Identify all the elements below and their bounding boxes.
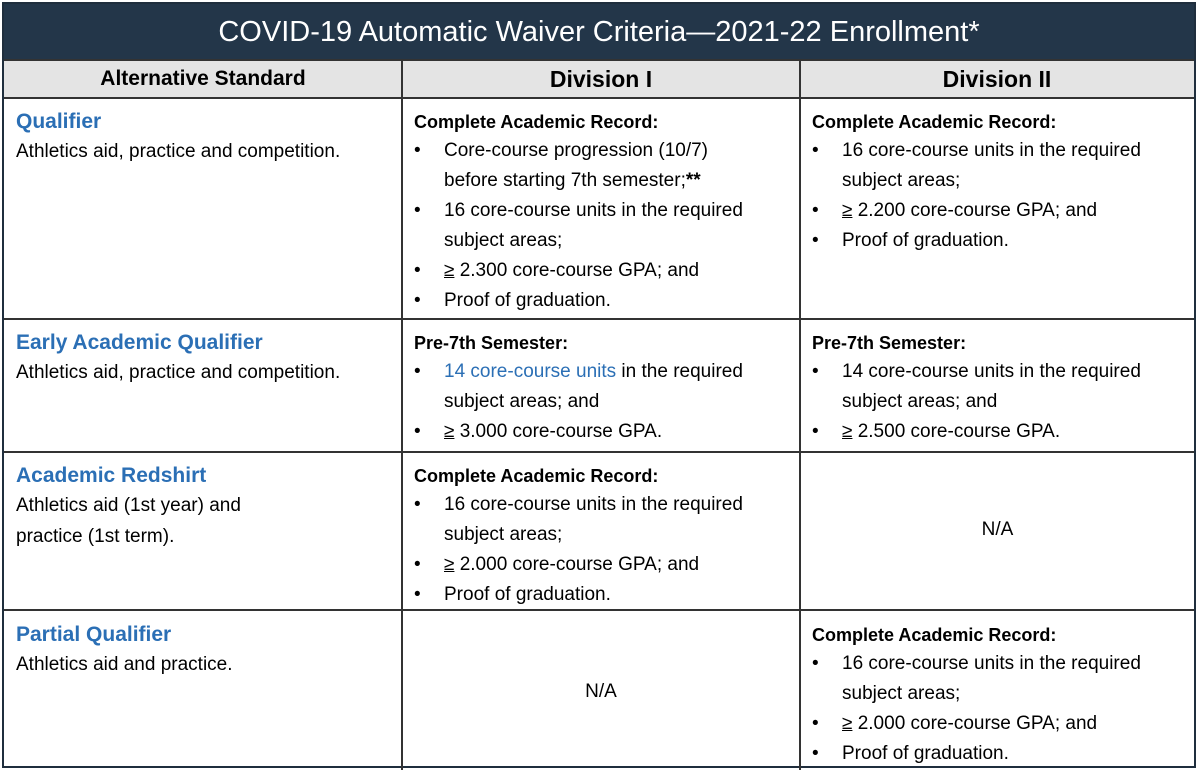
list-item: • 16 core-course units in the required subject areas; <box>812 136 1190 196</box>
criteria-heading: Complete Academic Record: <box>414 466 659 486</box>
list-item: • ≥ 3.000 core-course GPA. <box>414 417 794 447</box>
row-divider <box>4 318 1194 320</box>
list-item: • 14 core-course units in the required subject areas; and <box>812 357 1190 417</box>
waiver-criteria-table <box>2 2 1196 768</box>
list-item: • Proof of graduation. <box>812 226 1190 256</box>
header-division-2: Division II <box>942 66 1052 92</box>
list-item: • ≥ 2.500 core-course GPA. <box>812 417 1190 447</box>
row-academic-redshirt-division-2 <box>801 453 1194 609</box>
column-divider <box>799 60 801 770</box>
criteria-heading: Complete Academic Record: <box>812 112 1057 132</box>
table-title: COVID-19 Automatic Waiver Criteria—2021-22 Enrollment* <box>4 4 1194 60</box>
criteria-heading: Complete Academic Record: <box>812 625 1057 645</box>
header-row <box>4 60 1194 98</box>
standard-name: Early Academic Qualifier <box>16 331 263 354</box>
list-item: • 16 core-course units in the required subject areas; <box>414 490 794 550</box>
standard-description: Athletics aid, practice and competition. <box>16 362 341 383</box>
row-partial-qualifier-standard <box>16 621 396 680</box>
row-divider <box>4 59 1194 61</box>
criteria-list <box>414 136 794 316</box>
list-item: • 16 core-course units in the required subject areas; <box>812 649 1190 709</box>
criteria-list <box>414 357 794 447</box>
row-early-academic-qualifier-standard <box>16 329 396 388</box>
row-academic-redshirt-division-1 <box>414 462 794 610</box>
standard-name: Academic Redshirt <box>16 464 207 487</box>
criteria-list <box>812 649 1190 769</box>
criteria-heading: Complete Academic Record: <box>414 112 659 132</box>
not-applicable-text: N/A <box>585 681 617 702</box>
row-partial-qualifier-division-1 <box>403 611 799 766</box>
list-item: • 16 core-course units in the required subject areas; <box>414 196 794 256</box>
list-item: • Proof of graduation. <box>812 739 1190 769</box>
list-item: • Proof of graduation. <box>414 580 794 610</box>
criteria-list <box>812 357 1190 447</box>
core-course-units-link[interactable]: 14 core-course units <box>444 361 617 382</box>
row-partial-qualifier-division-2 <box>812 621 1190 769</box>
header-alternative-standard: Alternative Standard <box>100 67 306 90</box>
list-item: • 14 core-course units in the required subject areas; and <box>414 357 794 417</box>
row-qualifier-division-2 <box>812 108 1190 256</box>
row-early-academic-qualifier-division-2 <box>812 329 1190 447</box>
standard-description: Athletics aid (1st year) and practice (1st term). <box>16 495 241 547</box>
row-qualifier-division-1 <box>414 108 794 316</box>
list-item: • Proof of graduation. <box>414 286 794 316</box>
list-item: • ≥ 2.000 core-course GPA; and <box>812 709 1190 739</box>
row-divider <box>4 97 1194 99</box>
criteria-heading: Pre-7th Semester: <box>414 333 569 353</box>
list-item: • ≥ 2.300 core-course GPA; and <box>414 256 794 286</box>
not-applicable-text: N/A <box>981 519 1014 540</box>
standard-name: Partial Qualifier <box>16 623 172 646</box>
criteria-list <box>414 490 794 610</box>
header-division-1: Division I <box>549 66 653 92</box>
list-item: • ≥ 2.000 core-course GPA; and <box>414 550 794 580</box>
standard-description: Athletics aid and practice. <box>16 654 233 675</box>
standard-name: Qualifier <box>16 110 102 133</box>
row-qualifier-standard <box>16 108 396 167</box>
standard-description: Athletics aid, practice and competition. <box>16 141 341 162</box>
criteria-list <box>812 136 1190 256</box>
row-academic-redshirt-standard <box>16 462 396 552</box>
row-early-academic-qualifier-division-1 <box>414 329 794 447</box>
list-item: • ≥ 2.200 core-course GPA; and <box>812 196 1190 226</box>
list-item: • Core-course progression (10/7) before starting 7th semester;** <box>414 136 794 196</box>
criteria-heading: Pre-7th Semester: <box>812 333 967 353</box>
